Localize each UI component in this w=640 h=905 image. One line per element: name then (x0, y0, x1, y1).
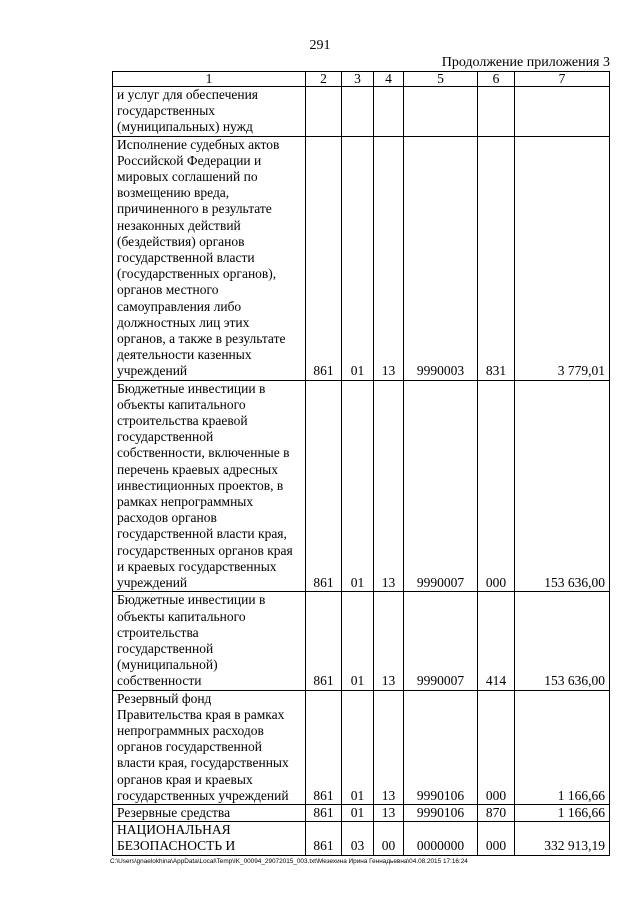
table-row (113, 380, 610, 592)
row-code-3: 03 (342, 822, 374, 855)
row-code-4: 13 (374, 136, 404, 380)
row-code-3: 01 (342, 690, 374, 804)
row-code-6: 000 (478, 822, 515, 855)
row-code-2: 861 (306, 380, 342, 592)
row-name: Бюджетные инвестиции в объекты капитального строительства краевой государственной собственности, включенные в перечень краевых адресных инвестиционных проектов, в рамках непрограммных расходов органов государственной власти края, государственных органов края и краевых государственных учреждений (113, 380, 306, 592)
row-code-2 (306, 87, 342, 137)
row-code-5 (404, 87, 478, 137)
row-code-4: 13 (374, 380, 404, 592)
table-body (113, 87, 610, 856)
table-row (113, 136, 610, 380)
file-path-footer: C:\Users\gnaelokhina\AppData\Local\Temp\IK_00094_29072015_003.txt\Мезехина Ирина Геннадьевна\04.08.2015 17:16:24 (110, 858, 468, 865)
row-code-2: 861 (306, 592, 342, 690)
col-header-7: 7 (515, 72, 610, 87)
row-code-6: 000 (478, 380, 515, 592)
table-row (113, 592, 610, 690)
row-code-2: 861 (306, 136, 342, 380)
table-row (113, 87, 610, 137)
row-name: и услуг для обеспечения государственных (муниципальных) нужд (113, 87, 306, 137)
table-row (113, 804, 610, 821)
row-name: НАЦИОНАЛЬНАЯ БЕЗОПАСНОСТЬ И (113, 822, 306, 855)
row-code-5: 9990007 (404, 592, 478, 690)
col-header-6: 6 (478, 72, 515, 87)
continuation-caption: Продолжение приложения 3 (441, 55, 610, 70)
row-code-2: 861 (306, 822, 342, 855)
col-header-1: 1 (113, 72, 306, 87)
row-name: Резервные средства (113, 804, 306, 821)
col-header-3: 3 (342, 72, 374, 87)
table-header (113, 72, 610, 87)
row-code-5: 9990007 (404, 380, 478, 592)
row-name: Резервный фонд Правительства края в рамках непрограммных расходов органов государственной власти края, государственных органов края и краевых государственных учреждений (113, 690, 306, 804)
row-code-6: 414 (478, 592, 515, 690)
row-amount: 1 166,66 (515, 690, 610, 804)
row-amount (515, 87, 610, 137)
row-code-3 (342, 87, 374, 137)
row-name: Исполнение судебных актов Российской Федерации и мировых соглашений по возмещению вреда, причиненного в результате незаконных действий (бездействия) органов государственной власти (государственных органов), органов местного самоуправления либо должностных лиц этих органов, а также в результате деятельности казенных учреждений (113, 136, 306, 380)
table-row (113, 822, 610, 855)
row-code-5: 9990106 (404, 690, 478, 804)
row-code-3: 01 (342, 380, 374, 592)
row-code-3: 01 (342, 804, 374, 821)
budget-table (112, 71, 610, 856)
row-code-6: 831 (478, 136, 515, 380)
table-row (113, 690, 610, 804)
row-amount: 153 636,00 (515, 380, 610, 592)
row-code-5: 9990106 (404, 804, 478, 821)
header-row (113, 72, 610, 87)
row-amount: 1 166,66 (515, 804, 610, 821)
row-code-3: 01 (342, 592, 374, 690)
row-code-5: 9990003 (404, 136, 478, 380)
page-number: 291 (309, 38, 331, 53)
row-code-2: 861 (306, 690, 342, 804)
row-code-4 (374, 87, 404, 137)
row-amount: 3 779,01 (515, 136, 610, 380)
row-code-3: 01 (342, 136, 374, 380)
row-code-4: 13 (374, 804, 404, 821)
row-code-6: 870 (478, 804, 515, 821)
row-code-4: 00 (374, 822, 404, 855)
row-amount: 332 913,19 (515, 822, 610, 855)
col-header-5: 5 (404, 72, 478, 87)
row-code-4: 13 (374, 592, 404, 690)
row-name: Бюджетные инвестиции в объекты капитального строительства государственной (муниципальной) собственности (113, 592, 306, 690)
col-header-4: 4 (374, 72, 404, 87)
row-code-6 (478, 87, 515, 137)
row-code-4: 13 (374, 690, 404, 804)
col-header-2: 2 (306, 72, 342, 87)
row-amount: 153 636,00 (515, 592, 610, 690)
row-code-6: 000 (478, 690, 515, 804)
row-code-5: 0000000 (404, 822, 478, 855)
row-code-2: 861 (306, 804, 342, 821)
